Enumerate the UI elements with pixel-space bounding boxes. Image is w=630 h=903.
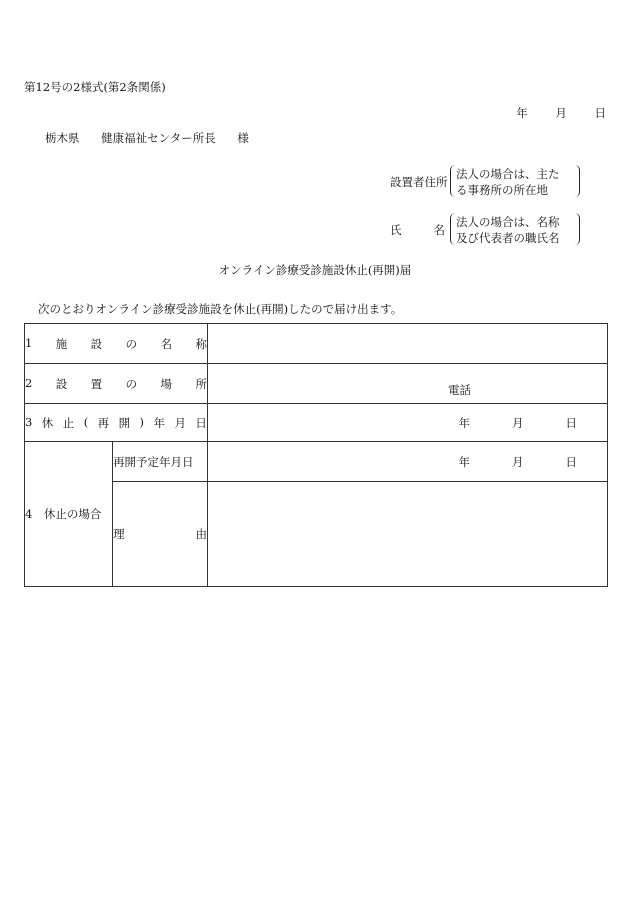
date-month: 月 [512,454,524,469]
reason-field[interactable] [208,482,608,587]
applicant-name-block [390,213,600,249]
facility-location-field[interactable] [208,364,608,404]
suspension-case-label: 4 休止の場合 [25,442,113,587]
date-year: 年 [458,415,470,430]
reason-label: 理 由 [113,482,208,587]
date-year: 年 [458,454,470,469]
applicant-address-note: 法人の場合は、主た る事務所の所在地 [450,165,580,197]
addressee-prefecture: 栃木県 [45,131,80,145]
reopen-date-label: 再開予定年月日 [113,442,208,482]
date-day: 日 [565,415,577,430]
applicant-name-label: 氏 名 [390,223,445,237]
form-number: 第12号の2様式(第2条関係) [24,80,166,94]
date-month: 月 [512,415,524,430]
submission-date [492,108,606,120]
table-row [25,442,608,482]
facility-location-label: 2 設 置 の 場 所 [25,364,208,404]
date-day: 日 [565,454,577,469]
notification-form-table [24,323,608,587]
document-title: オンライン診療受診施設休止(再開)届 [218,263,412,277]
table-row [25,364,608,404]
applicant-address-block [390,165,600,201]
addressee-honorific: 様 [237,131,249,145]
date-month: 月 [555,106,567,120]
date-day: 日 [594,106,606,120]
table-row [25,324,608,364]
facility-name-field[interactable] [208,324,608,364]
applicant-name-note: 法人の場合は、名称 及び代表者の職氏名 [450,213,580,245]
facility-name-label: 1 施 設 の 名 称 [25,324,208,364]
applicant-address-label: 設 置 者 住 所 [390,175,448,189]
suspension-date-label: 3 休 止 ( 再 開 ) 年 月 日 [25,404,208,442]
date-year: 年 [516,106,528,120]
addressee-office: 健康福祉センター所長 [101,131,216,145]
table-row [25,482,608,587]
phone-label: 電話 [448,382,471,397]
suspension-date-field[interactable] [208,404,608,442]
addressee [45,133,249,145]
table-row [25,404,608,442]
document-body: 次のとおりオンライン診療受診施設を休止(再開)したので届け出ます。 [38,302,403,316]
reopen-date-field[interactable] [208,442,608,482]
